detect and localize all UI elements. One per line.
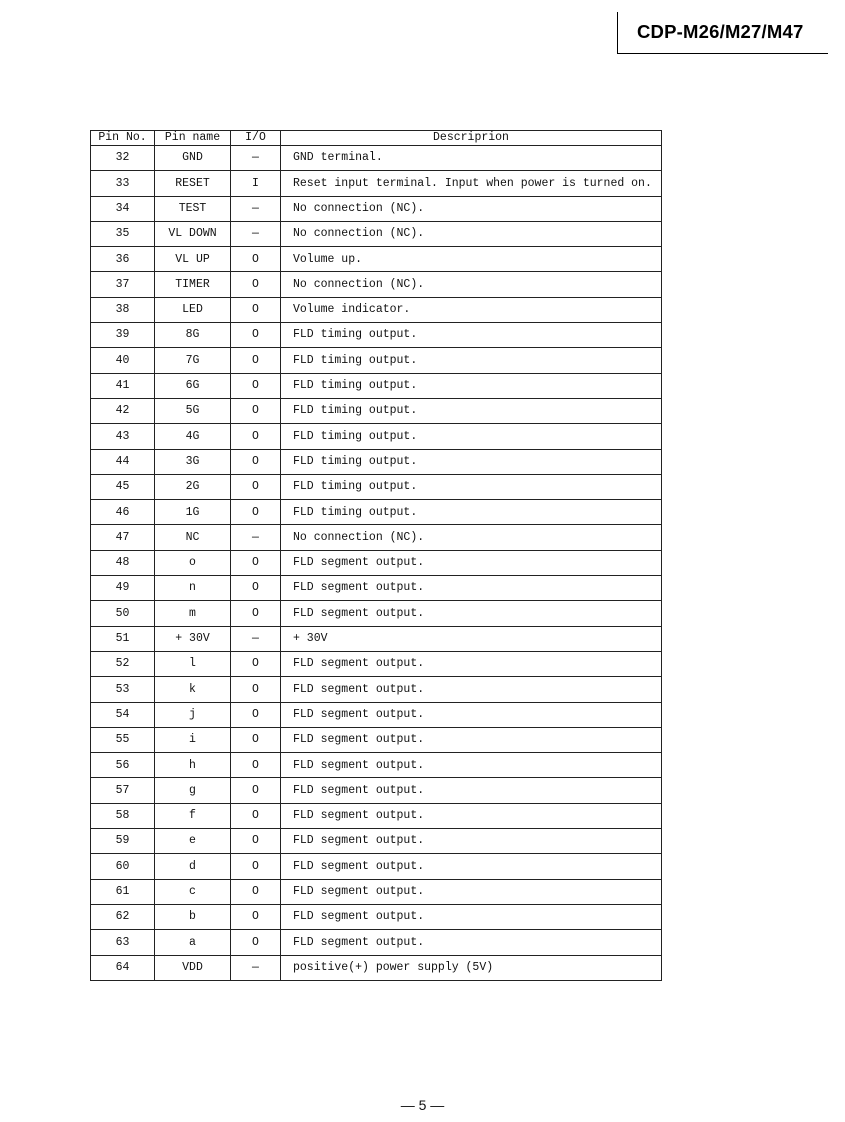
- description-cell: FLD segment output.: [281, 651, 662, 676]
- pin-name-cell: n: [155, 576, 231, 601]
- io-cell: O: [231, 500, 281, 525]
- description-cell: FLD segment output.: [281, 601, 662, 626]
- pin-name-cell: i: [155, 727, 231, 752]
- description-cell: GND terminal.: [281, 146, 662, 171]
- pin-name-cell: c: [155, 879, 231, 904]
- pin-name-cell: 6G: [155, 373, 231, 398]
- description-cell: FLD segment output.: [281, 803, 662, 828]
- io-cell: O: [231, 449, 281, 474]
- description-cell: FLD segment output.: [281, 829, 662, 854]
- pin-number-cell: 59: [91, 829, 155, 854]
- table-row: [91, 829, 662, 854]
- io-cell: I: [231, 171, 281, 196]
- table-row: [91, 247, 662, 272]
- table-row: [91, 778, 662, 803]
- description-cell: FLD timing output.: [281, 449, 662, 474]
- table-row: [91, 272, 662, 297]
- description-cell: FLD timing output.: [281, 424, 662, 449]
- table-row: [91, 500, 662, 525]
- table-row: [91, 576, 662, 601]
- io-cell: O: [231, 677, 281, 702]
- io-cell: O: [231, 576, 281, 601]
- io-cell: —: [231, 525, 281, 550]
- io-cell: O: [231, 348, 281, 373]
- io-cell: O: [231, 474, 281, 499]
- pin-number-cell: 53: [91, 677, 155, 702]
- pin-name-cell: m: [155, 601, 231, 626]
- table-row: [91, 550, 662, 575]
- pin-number-cell: 56: [91, 753, 155, 778]
- table-row: [91, 727, 662, 752]
- pin-name-cell: 8G: [155, 323, 231, 348]
- pin-number-cell: 58: [91, 803, 155, 828]
- pin-description-table: [90, 130, 662, 981]
- pin-number-cell: 39: [91, 323, 155, 348]
- pin-number-cell: 55: [91, 727, 155, 752]
- io-cell: —: [231, 955, 281, 980]
- model-title: CDP-M26/M27/M47: [637, 21, 804, 42]
- pin-number-cell: 61: [91, 879, 155, 904]
- io-cell: O: [231, 829, 281, 854]
- io-cell: O: [231, 702, 281, 727]
- column-header-description: Descriprion: [281, 131, 662, 146]
- pin-name-cell: j: [155, 702, 231, 727]
- pin-name-cell: l: [155, 651, 231, 676]
- pin-number-cell: 43: [91, 424, 155, 449]
- header-frame-vertical-rule: [617, 12, 618, 54]
- description-cell: FLD segment output.: [281, 753, 662, 778]
- io-cell: O: [231, 879, 281, 904]
- description-cell: No connection (NC).: [281, 525, 662, 550]
- table-row: [91, 702, 662, 727]
- table-row: [91, 373, 662, 398]
- pin-name-cell: 1G: [155, 500, 231, 525]
- pin-name-cell: TEST: [155, 196, 231, 221]
- column-header-pin-name: Pin name: [155, 131, 231, 146]
- description-cell: FLD segment output.: [281, 854, 662, 879]
- description-cell: FLD segment output.: [281, 930, 662, 955]
- io-cell: O: [231, 323, 281, 348]
- table-row: [91, 525, 662, 550]
- description-cell: FLD segment output.: [281, 677, 662, 702]
- table-body: [91, 146, 662, 981]
- table-row: [91, 803, 662, 828]
- table-row: [91, 753, 662, 778]
- pin-number-cell: 42: [91, 398, 155, 423]
- table-row: [91, 297, 662, 322]
- io-cell: O: [231, 803, 281, 828]
- column-header-pin-no: Pin No.: [91, 131, 155, 146]
- pin-number-cell: 36: [91, 247, 155, 272]
- table-row: [91, 424, 662, 449]
- pin-number-cell: 37: [91, 272, 155, 297]
- description-cell: + 30V: [281, 626, 662, 651]
- table-row: [91, 601, 662, 626]
- table-row: [91, 221, 662, 246]
- pin-number-cell: 48: [91, 550, 155, 575]
- pin-name-cell: NC: [155, 525, 231, 550]
- io-cell: —: [231, 626, 281, 651]
- pin-number-cell: 41: [91, 373, 155, 398]
- pin-name-cell: + 30V: [155, 626, 231, 651]
- description-cell: FLD timing output.: [281, 474, 662, 499]
- table-row: [91, 955, 662, 980]
- table-header-row: [91, 131, 662, 146]
- pin-number-cell: 63: [91, 930, 155, 955]
- description-cell: FLD segment output.: [281, 727, 662, 752]
- table-row: [91, 854, 662, 879]
- pin-name-cell: 2G: [155, 474, 231, 499]
- pin-number-cell: 33: [91, 171, 155, 196]
- pin-number-cell: 49: [91, 576, 155, 601]
- io-cell: O: [231, 904, 281, 929]
- io-cell: O: [231, 930, 281, 955]
- io-cell: O: [231, 778, 281, 803]
- pin-number-cell: 64: [91, 955, 155, 980]
- pin-number-cell: 38: [91, 297, 155, 322]
- description-cell: No connection (NC).: [281, 221, 662, 246]
- io-cell: O: [231, 601, 281, 626]
- pin-name-cell: GND: [155, 146, 231, 171]
- pin-name-cell: LED: [155, 297, 231, 322]
- description-cell: Volume indicator.: [281, 297, 662, 322]
- pin-number-cell: 44: [91, 449, 155, 474]
- pin-name-cell: 7G: [155, 348, 231, 373]
- table-row: [91, 904, 662, 929]
- pin-number-cell: 34: [91, 196, 155, 221]
- io-cell: O: [231, 272, 281, 297]
- io-cell: O: [231, 398, 281, 423]
- pin-number-cell: 46: [91, 500, 155, 525]
- table-row: [91, 398, 662, 423]
- description-cell: positive(+) power supply (5V): [281, 955, 662, 980]
- description-cell: No connection (NC).: [281, 272, 662, 297]
- pin-name-cell: 5G: [155, 398, 231, 423]
- description-cell: No connection (NC).: [281, 196, 662, 221]
- io-cell: O: [231, 550, 281, 575]
- pin-number-cell: 54: [91, 702, 155, 727]
- pin-number-cell: 47: [91, 525, 155, 550]
- pin-name-cell: VL UP: [155, 247, 231, 272]
- description-cell: FLD timing output.: [281, 373, 662, 398]
- pin-name-cell: g: [155, 778, 231, 803]
- pin-number-cell: 50: [91, 601, 155, 626]
- io-cell: O: [231, 727, 281, 752]
- io-cell: O: [231, 297, 281, 322]
- pin-name-cell: VDD: [155, 955, 231, 980]
- description-cell: FLD segment output.: [281, 576, 662, 601]
- pin-name-cell: 3G: [155, 449, 231, 474]
- header-frame-horizontal-rule: [617, 53, 828, 54]
- table-row: [91, 626, 662, 651]
- table-row: [91, 348, 662, 373]
- pin-name-cell: a: [155, 930, 231, 955]
- table-row: [91, 196, 662, 221]
- pin-name-cell: d: [155, 854, 231, 879]
- pin-name-cell: TIMER: [155, 272, 231, 297]
- table-row: [91, 449, 662, 474]
- pin-name-cell: h: [155, 753, 231, 778]
- description-cell: FLD segment output.: [281, 702, 662, 727]
- table-row: [91, 171, 662, 196]
- description-cell: FLD timing output.: [281, 323, 662, 348]
- pin-name-cell: VL DOWN: [155, 221, 231, 246]
- description-cell: FLD timing output.: [281, 348, 662, 373]
- io-cell: O: [231, 753, 281, 778]
- description-cell: FLD segment output.: [281, 904, 662, 929]
- description-cell: FLD timing output.: [281, 398, 662, 423]
- pin-name-cell: k: [155, 677, 231, 702]
- description-cell: FLD segment output.: [281, 778, 662, 803]
- pin-number-cell: 35: [91, 221, 155, 246]
- pin-number-cell: 45: [91, 474, 155, 499]
- io-cell: O: [231, 651, 281, 676]
- pin-number-cell: 52: [91, 651, 155, 676]
- pin-number-cell: 62: [91, 904, 155, 929]
- table-row: [91, 930, 662, 955]
- io-cell: O: [231, 373, 281, 398]
- table-row: [91, 474, 662, 499]
- description-cell: Reset input terminal. Input when power is turned on.: [281, 171, 662, 196]
- io-cell: —: [231, 221, 281, 246]
- table-row: [91, 146, 662, 171]
- io-cell: —: [231, 196, 281, 221]
- io-cell: O: [231, 247, 281, 272]
- table-row: [91, 323, 662, 348]
- io-cell: O: [231, 424, 281, 449]
- description-cell: FLD segment output.: [281, 879, 662, 904]
- pin-name-cell: o: [155, 550, 231, 575]
- description-cell: Volume up.: [281, 247, 662, 272]
- description-cell: FLD timing output.: [281, 500, 662, 525]
- table-row: [91, 651, 662, 676]
- pin-name-cell: e: [155, 829, 231, 854]
- io-cell: —: [231, 146, 281, 171]
- description-cell: FLD segment output.: [281, 550, 662, 575]
- pin-number-cell: 57: [91, 778, 155, 803]
- io-cell: O: [231, 854, 281, 879]
- pin-number-cell: 40: [91, 348, 155, 373]
- table-row: [91, 677, 662, 702]
- pin-number-cell: 60: [91, 854, 155, 879]
- column-header-io: I/O: [231, 131, 281, 146]
- table-row: [91, 879, 662, 904]
- pin-name-cell: RESET: [155, 171, 231, 196]
- pin-number-cell: 51: [91, 626, 155, 651]
- pin-name-cell: b: [155, 904, 231, 929]
- pin-name-cell: 4G: [155, 424, 231, 449]
- pin-number-cell: 32: [91, 146, 155, 171]
- page-number: — 5 —: [400, 1097, 445, 1113]
- pin-name-cell: f: [155, 803, 231, 828]
